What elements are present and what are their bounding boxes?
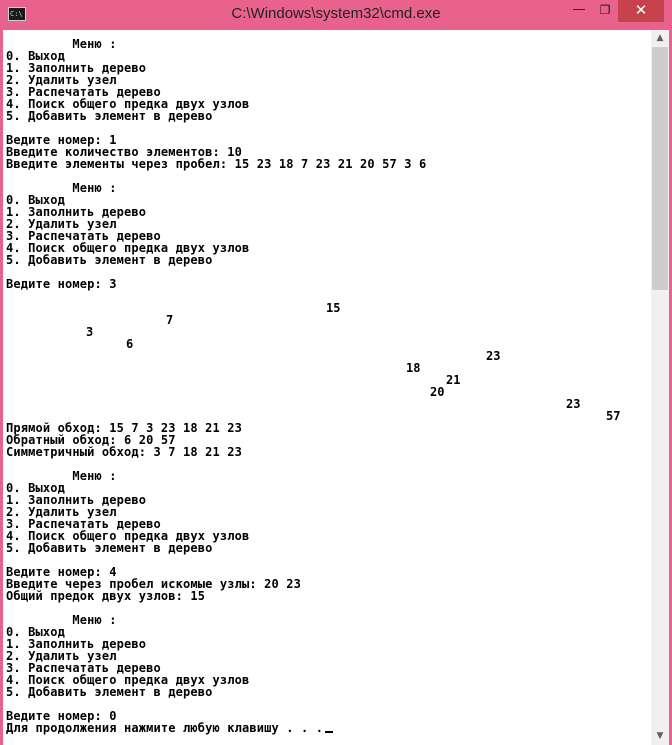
console-line: 1. Заполнить дерево [6,61,147,75]
console-line: 2. Удалить узел [6,505,117,519]
text-cursor [325,731,333,733]
console-line: Ведите номер: 3 [6,277,117,291]
console-line: Обратный обход: 6 20 57 [6,433,176,447]
console-line: 4. Поиск общего предка двух узлов [6,241,250,255]
console-line: 3. Распечатать дерево [6,661,161,675]
scroll-down-button[interactable] [651,728,669,745]
console-line: Меню : [6,613,117,627]
tree-node: 21 [446,373,461,387]
tree-node: 23 [486,349,501,363]
console-client-area[interactable] [3,30,669,745]
maximize-button[interactable] [592,0,618,22]
console-line: 2. Удалить узел [6,73,117,87]
tree-node: 15 [326,301,341,315]
console-line: Меню : [6,38,117,51]
console-line: Меню : [6,181,117,195]
console-line: Ведите номер: 4 [6,565,117,579]
console-line: Ведите номер: 0 [6,709,117,723]
console-line: 0. Выход [6,49,65,63]
chevron-up-icon: ▲ [656,33,664,43]
chevron-down-icon: ▼ [656,731,664,741]
console-line: Ведите номер: 1 [6,133,117,147]
console-line: Введите через пробел искомые узлы: 20 23 [6,577,301,591]
console-line: 1. Заполнить дерево [6,493,147,507]
console-line: 5. Добавить элемент в дерево [6,685,213,699]
cmd-app-icon[interactable]: C:\ [8,7,26,21]
console-line: 5. Добавить элемент в дерево [6,253,213,267]
console-line: 4. Поиск общего предка двух узлов [6,97,250,111]
close-button[interactable] [618,0,664,22]
console-line: Общий предок двух узлов: 15 [6,589,206,603]
tree-node: 18 [406,361,421,375]
vertical-scrollbar[interactable] [651,30,669,745]
tree-node: 7 [166,313,174,327]
minimize-icon: — [572,2,586,17]
console-line: Введите элементы через пробел: 15 23 18 7 23 21 20 57 3 6 [6,157,427,171]
console-line: Введите количество элементов: 10 [6,145,242,159]
console-line: Прямой обход: 15 7 3 23 18 21 23 [6,421,242,435]
console-line: 0. Выход [6,481,65,495]
tree-node: 57 [606,409,621,423]
console-line: 3. Распечатать дерево [6,229,161,243]
console-line: 5. Добавить элемент в дерево [6,109,213,123]
console-line: 2. Удалить узел [6,217,117,231]
title-bar[interactable] [0,0,672,30]
console-line: 0. Выход [6,625,65,639]
tree-node: 20 [430,385,445,399]
console-line: 3. Распечатать дерево [6,85,161,99]
tree-node: 6 [126,337,134,351]
tree-node: 3 [86,325,94,339]
console-line: 2. Удалить узел [6,649,117,663]
scrollbar-thumb[interactable] [652,47,668,290]
console-line: 4. Поиск общего предка двух узлов [6,529,250,543]
console-line: Симметричный обход: 3 7 18 21 23 [6,445,242,459]
console-line: 5. Добавить элемент в дерево [6,541,213,555]
window-title: C:\Windows\system32\cmd.exe [231,5,441,22]
tree-node: 23 [566,397,581,411]
console-line: 1. Заполнить дерево [6,637,147,651]
console-line: 0. Выход [6,193,65,207]
console-prompt-line: Для продолжения нажмите любую клавишу . . . [6,722,333,734]
console-line: 3. Распечатать дерево [6,517,161,531]
console-line: 1. Заполнить дерево [6,205,147,219]
restore-icon: ❐ [599,3,611,17]
scroll-up-button[interactable] [651,30,669,47]
console-output [6,38,651,745]
console-line: Меню : [6,469,117,483]
minimize-button[interactable] [566,0,592,22]
console-line: 4. Поиск общего предка двух узлов [6,673,250,687]
close-icon: ✕ [634,1,648,19]
